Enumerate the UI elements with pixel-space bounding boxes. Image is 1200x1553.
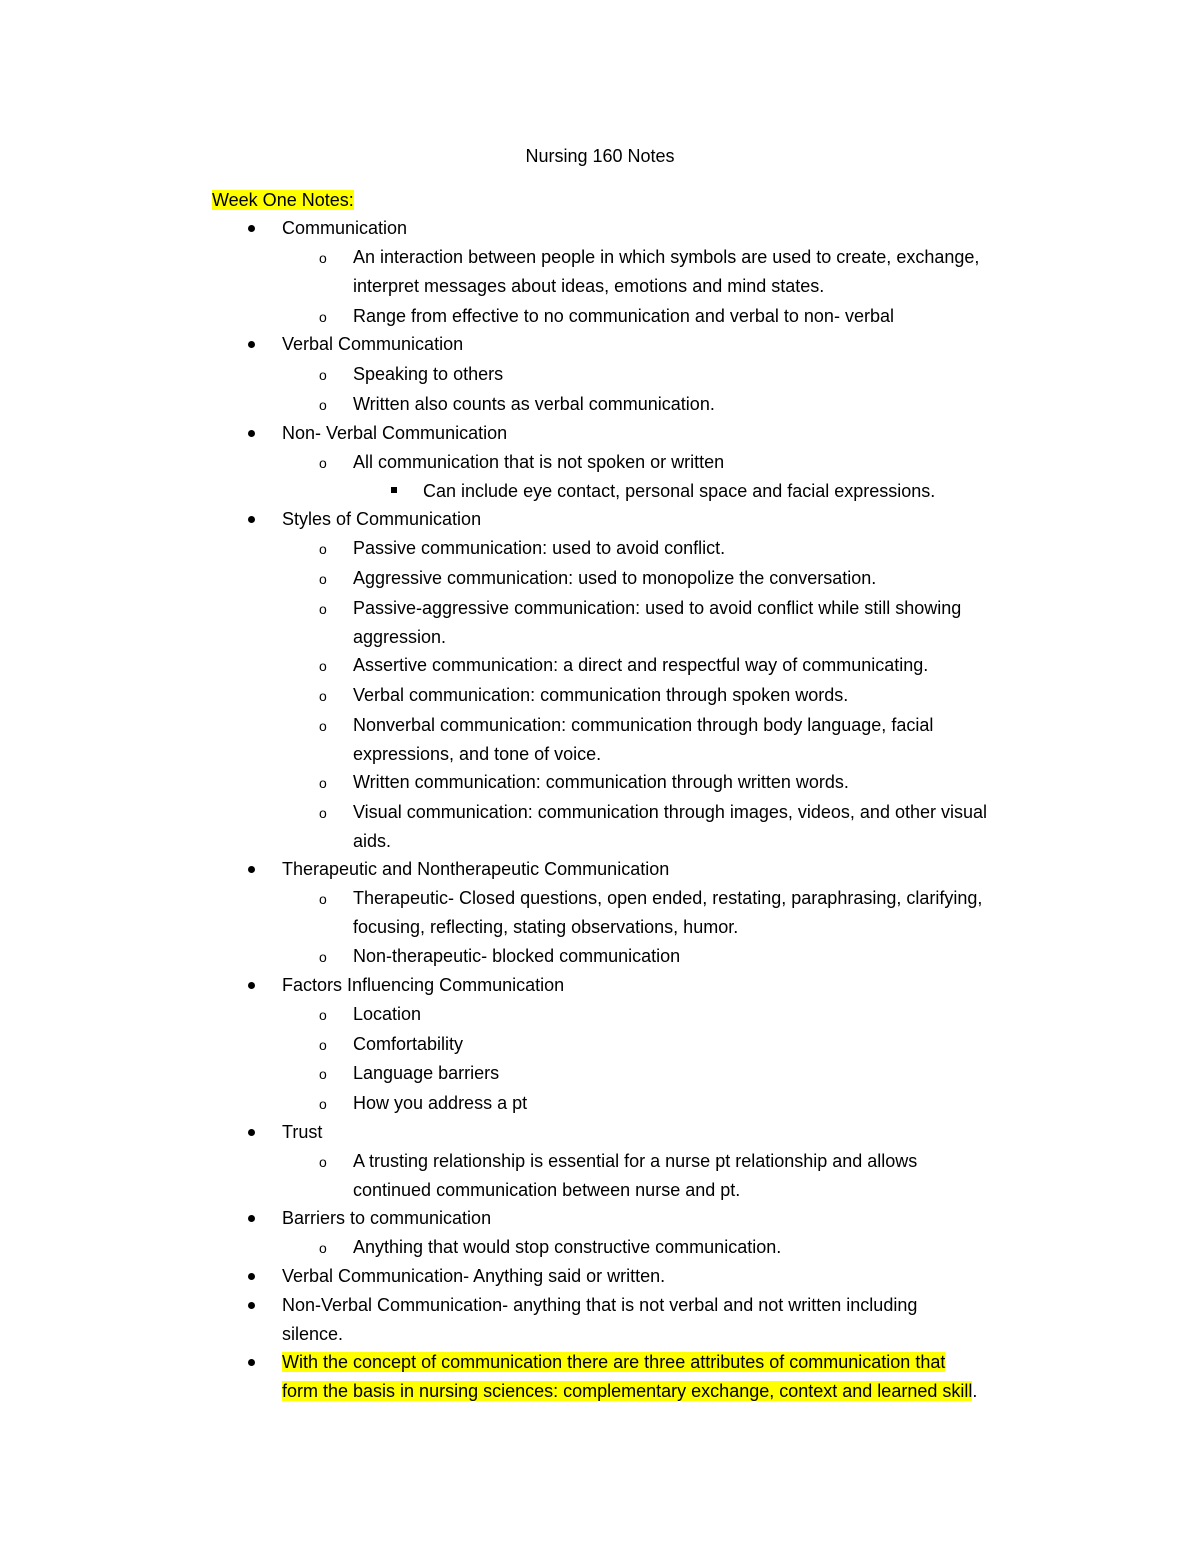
bullet-circle-icon: o <box>319 541 327 557</box>
highlighted-list-item-continuation <box>282 1379 977 1403</box>
highlighted-text: With the concept of communication there are three attributes of communication that <box>282 1352 946 1372</box>
list-item: Written also counts as verbal communication. <box>353 394 715 414</box>
page-title: Nursing 160 Notes <box>525 146 675 166</box>
list-item: Comfortability <box>353 1034 464 1054</box>
section-heading-text: Week One Notes: <box>212 190 354 210</box>
list-item: Can include eye contact, personal space and facial expressions. <box>423 481 936 501</box>
list-item: Verbal Communication- Anything said or written. <box>282 1266 666 1286</box>
bullet-disc-icon <box>248 982 255 989</box>
list-item: Therapeutic- Closed questions, open ended, restating, paraphrasing, clarifying, <box>353 888 983 908</box>
list-item: Communication <box>282 218 408 238</box>
list-item-continuation: focusing, reflecting, stating observations, humor. <box>353 917 739 937</box>
bullet-disc-icon <box>248 1215 255 1222</box>
bullet-disc-icon <box>248 1359 255 1366</box>
list-item: Visual communication: communication through images, videos, and other visual <box>353 802 987 822</box>
list-item-continuation: aggression. <box>353 627 447 647</box>
list-item: Therapeutic and Nontherapeutic Communication <box>282 859 670 879</box>
list-item: An interaction between people in which symbols are used to create, exchange, <box>353 247 980 267</box>
bullet-circle-icon: o <box>319 571 327 587</box>
bullet-circle-icon: o <box>319 1240 327 1256</box>
bullet-circle-icon: o <box>319 309 327 325</box>
list-item: Non-Verbal Communication- anything that is not verbal and not written including <box>282 1295 918 1315</box>
bullet-disc-icon <box>248 225 255 232</box>
list-item-continuation: aids. <box>353 831 392 851</box>
bullet-disc-icon <box>248 866 255 873</box>
bullet-circle-icon: o <box>319 775 327 791</box>
list-item: A trusting relationship is essential for a nurse pt relationship and allows <box>353 1151 918 1171</box>
bullet-circle-icon: o <box>319 891 327 907</box>
list-item: Barriers to communication <box>282 1208 492 1228</box>
bullet-circle-icon: o <box>319 1096 327 1112</box>
bullet-disc-icon <box>248 430 255 437</box>
bullet-circle-icon: o <box>319 1037 327 1053</box>
list-item-continuation: expressions, and tone of voice. <box>353 744 602 764</box>
bullet-disc-icon <box>248 1129 255 1136</box>
bullet-circle-icon: o <box>319 949 327 965</box>
list-item: Non- Verbal Communication <box>282 423 508 443</box>
bullet-circle-icon: o <box>319 718 327 734</box>
bullet-circle-icon: o <box>319 688 327 704</box>
bullet-circle-icon: o <box>319 805 327 821</box>
bullet-disc-icon <box>248 516 255 523</box>
highlighted-text: form the basis in nursing sciences: complementary exchange, context and learned skill <box>282 1381 973 1401</box>
bullet-circle-icon: o <box>319 250 327 266</box>
bullet-circle-icon: o <box>319 1066 327 1082</box>
bullet-circle-icon: o <box>319 1154 327 1170</box>
highlighted-list-item <box>282 1350 945 1374</box>
list-item: Verbal communication: communication through spoken words. <box>353 685 849 705</box>
bullet-disc-icon <box>248 341 255 348</box>
list-item: Written communication: communication through written words. <box>353 772 849 792</box>
list-item: Passive communication: used to avoid conflict. <box>353 538 726 558</box>
list-item-continuation: silence. <box>282 1324 344 1344</box>
list-item: Passive-aggressive communication: used to avoid conflict while still showing <box>353 598 962 618</box>
list-item: Location <box>353 1004 422 1024</box>
list-item: Non-therapeutic- blocked communication <box>353 946 681 966</box>
bullet-circle-icon: o <box>319 601 327 617</box>
bullet-disc-icon <box>248 1273 255 1280</box>
list-item: Trust <box>282 1122 323 1142</box>
bullet-circle-icon: o <box>319 397 327 413</box>
list-item: Verbal Communication <box>282 334 464 354</box>
list-item: Factors Influencing Communication <box>282 975 565 995</box>
bullet-circle-icon: o <box>319 367 327 383</box>
list-item: Nonverbal communication: communication through body language, facial <box>353 715 934 735</box>
list-item-continuation: continued communication between nurse and pt. <box>353 1180 741 1200</box>
list-item: How you address a pt <box>353 1093 528 1113</box>
bullet-disc-icon <box>248 1302 255 1309</box>
list-item: Anything that would stop constructive communication. <box>353 1237 782 1257</box>
section-heading <box>212 188 354 212</box>
bullet-circle-icon: o <box>319 658 327 674</box>
list-item: Styles of Communication <box>282 509 482 529</box>
sentence-end: . <box>972 1381 978 1401</box>
list-item: Aggressive communication: used to monopolize the conversation. <box>353 568 877 588</box>
list-item: Language barriers <box>353 1063 500 1083</box>
list-item: Assertive communication: a direct and respectful way of communicating. <box>353 655 929 675</box>
bullet-square-icon <box>391 487 397 493</box>
list-item: All communication that is not spoken or written <box>353 452 725 472</box>
list-item: Range from effective to no communication and verbal to non- verbal <box>353 306 894 326</box>
list-item-continuation: interpret messages about ideas, emotions and mind states. <box>353 276 825 296</box>
list-item: Speaking to others <box>353 364 504 384</box>
bullet-circle-icon: o <box>319 1007 327 1023</box>
bullet-circle-icon: o <box>319 455 327 471</box>
